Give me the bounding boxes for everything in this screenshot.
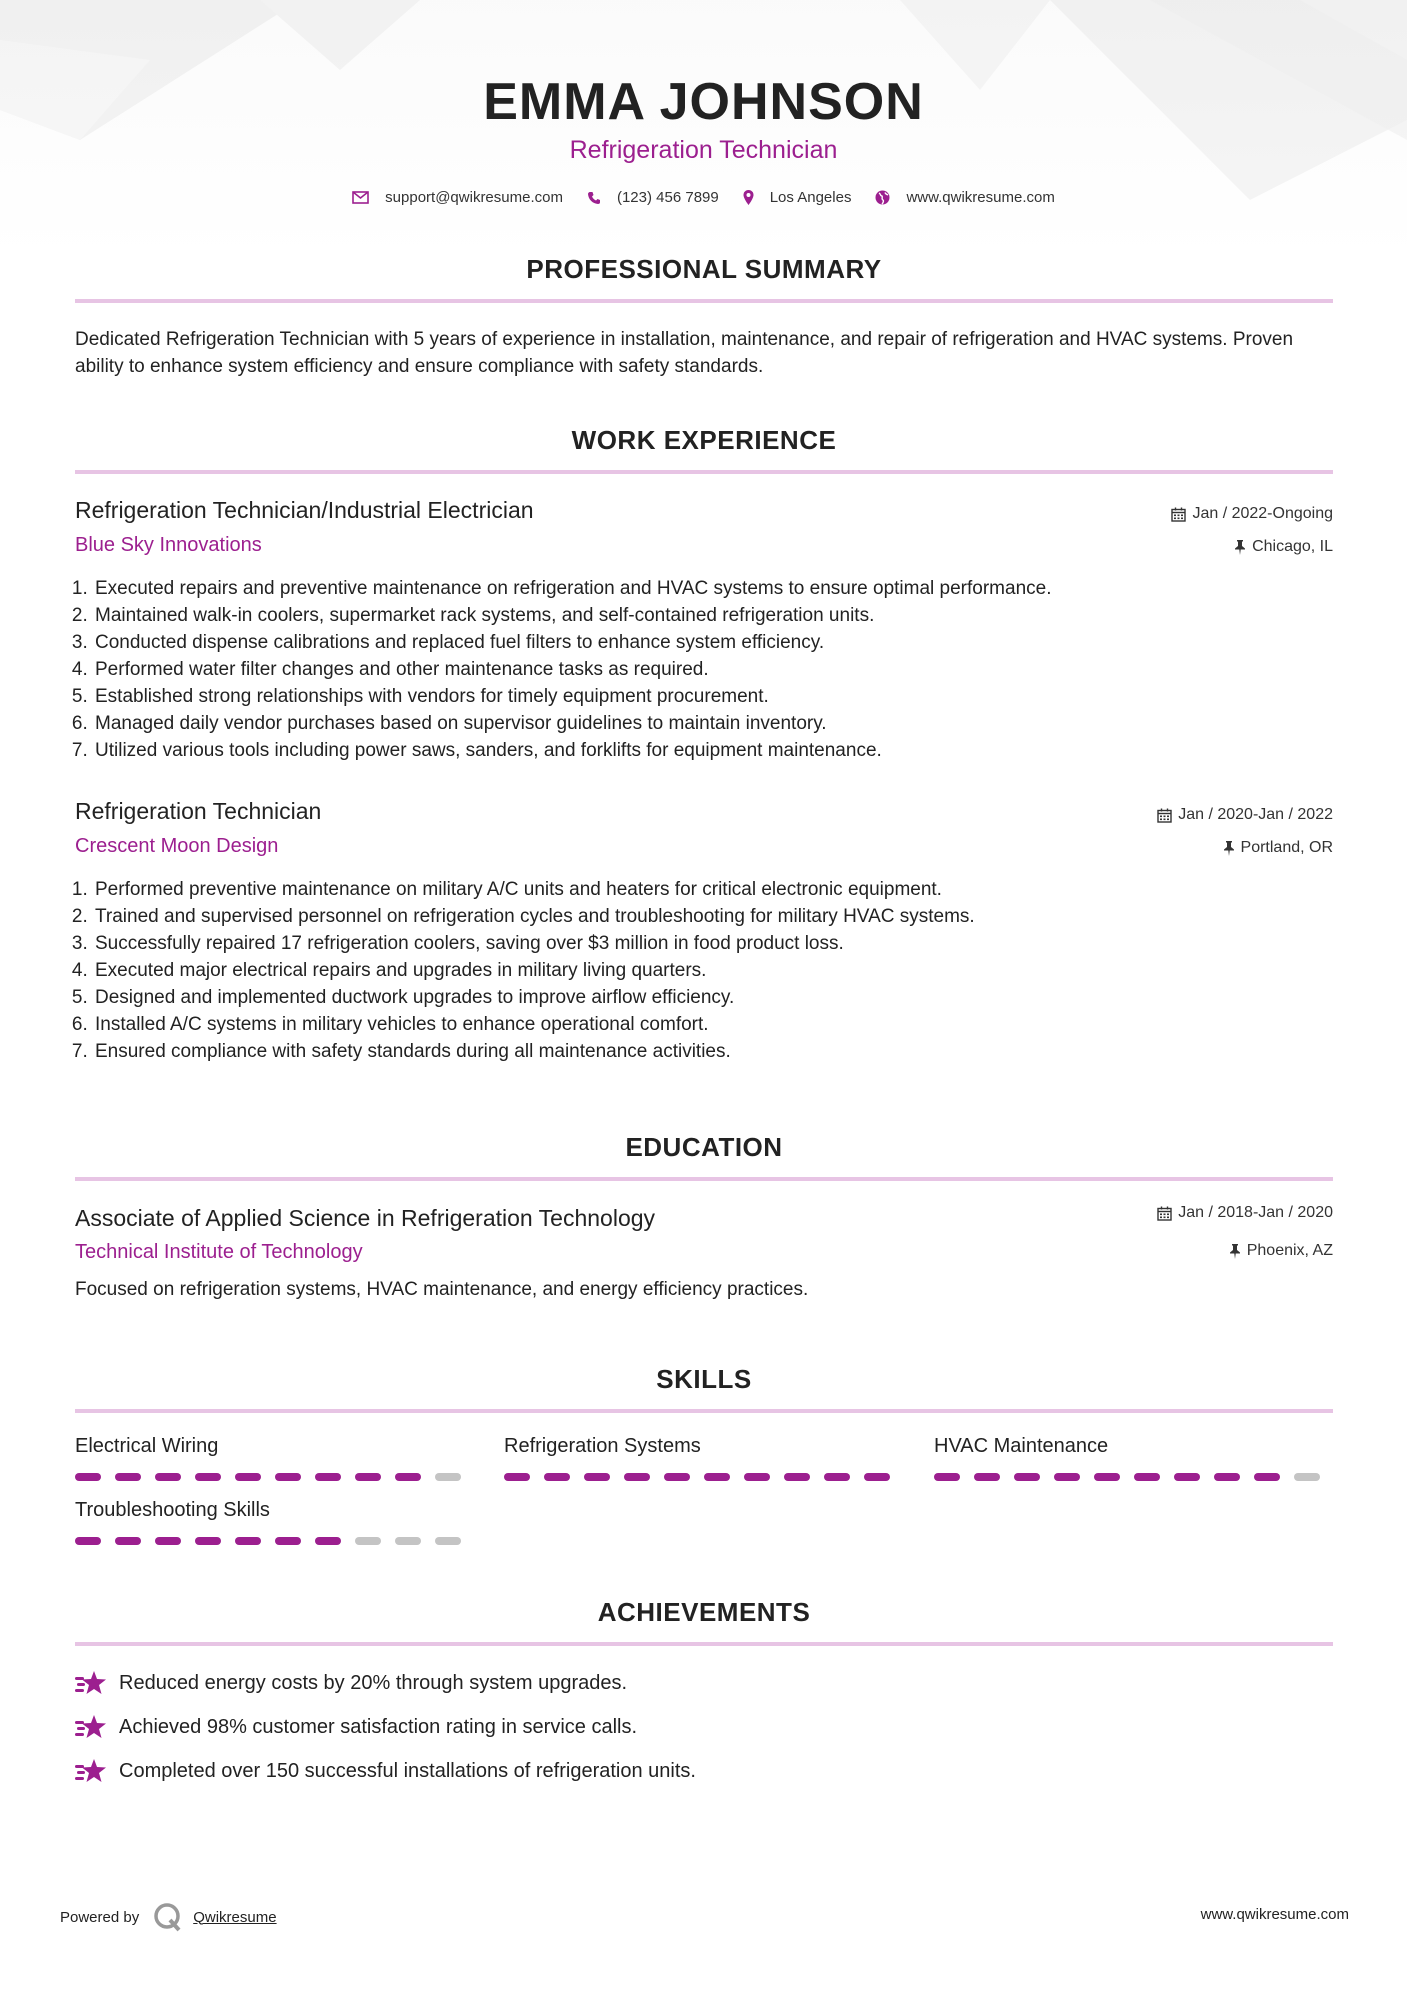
skill-level-segment xyxy=(435,1473,461,1481)
education-heading: EDUCATION xyxy=(625,1132,783,1162)
skill-item xyxy=(75,1435,475,1481)
list-item: 6. Installed A/C systems in military vehicles to enhance operational comfort. xyxy=(93,1011,975,1038)
pushpin-icon xyxy=(1234,540,1246,555)
skill-level-segment xyxy=(395,1537,421,1545)
list-item: 2. Trained and supervised personnel on refrigeration cycles and troubleshooting for military HVAC systems. xyxy=(93,903,975,930)
contact-location xyxy=(743,189,852,206)
shooting-star-icon xyxy=(75,1758,107,1784)
contact-bar xyxy=(0,189,1407,206)
skill-name: Troubleshooting Skills xyxy=(75,1499,270,1521)
education-location xyxy=(1229,1242,1333,1260)
education-dates-text: Jan / 2018-Jan / 2020 xyxy=(1178,1204,1333,1221)
skill-level-segment xyxy=(235,1473,261,1481)
skill-level-segment xyxy=(1214,1473,1240,1481)
skill-item xyxy=(504,1435,904,1481)
skill-level-segment xyxy=(624,1473,650,1481)
list-item: 1. Performed preventive maintenance on military A/C units and heaters for critical electronic equipment. xyxy=(93,876,975,903)
list-item: 7. Utilized various tools including power saws, sanders, and forklifts for equipment maintenance. xyxy=(93,737,1051,764)
calendar-icon xyxy=(1157,808,1172,823)
envelope-icon xyxy=(352,191,369,204)
skill-level-segment xyxy=(974,1473,1000,1481)
contact-phone[interactable] xyxy=(587,189,719,206)
pushpin-icon xyxy=(1223,841,1235,856)
skill-level-segment xyxy=(195,1537,221,1545)
calendar-icon xyxy=(1171,507,1186,522)
experience-divider xyxy=(75,470,1333,474)
list-item: 4. Performed water filter changes and other maintenance tasks as required. xyxy=(93,656,1051,683)
skill-level-segment xyxy=(315,1537,341,1545)
job-location-text: Portland, OR xyxy=(1240,839,1333,856)
list-item: 7. Ensured compliance with safety standards during all maintenance activities. xyxy=(93,1038,975,1065)
skill-level-segment xyxy=(1254,1473,1280,1481)
education-divider xyxy=(75,1177,1333,1181)
skill-level-segment xyxy=(1094,1473,1120,1481)
skill-level-segment xyxy=(544,1473,570,1481)
skill-level-segment xyxy=(934,1473,960,1481)
summary-divider xyxy=(75,299,1333,303)
list-item: 5. Designed and implemented ductwork upgrades to improve airflow efficiency. xyxy=(93,984,975,1011)
skill-level-segment xyxy=(235,1537,261,1545)
list-item: 5. Established strong relationships with vendors for timely equipment procurement. xyxy=(93,683,1051,710)
job-dates-text: Jan / 2022-Ongoing xyxy=(1192,505,1333,522)
achievements-heading: ACHIEVEMENTS xyxy=(597,1597,811,1627)
job-location xyxy=(1234,538,1333,556)
skill-level-segment xyxy=(315,1473,341,1481)
summary-heading: PROFESSIONAL SUMMARY xyxy=(526,254,882,284)
list-item: 3. Conducted dispense calibrations and replaced fuel filters to enhance system efficiency. xyxy=(93,629,1051,656)
skill-level-bar xyxy=(934,1473,1334,1481)
achievement-text: Achieved 98% customer satisfaction rating in service calls. xyxy=(119,1715,638,1738)
job-duties-list xyxy=(70,876,975,1065)
pushpin-icon xyxy=(1229,1244,1241,1259)
education-location-text: Phoenix, AZ xyxy=(1246,1242,1333,1259)
calendar-icon xyxy=(1157,1206,1172,1221)
skill-level-segment xyxy=(1174,1473,1200,1481)
contact-email[interactable] xyxy=(352,189,563,206)
skill-level-segment xyxy=(275,1537,301,1545)
skill-level-segment xyxy=(395,1473,421,1481)
job-dates-text: Jan / 2020-Jan / 2022 xyxy=(1178,806,1333,823)
job-duties-list xyxy=(70,575,1051,764)
skill-item xyxy=(934,1435,1334,1481)
education-degree: Associate of Applied Science in Refrigeration Technology xyxy=(75,1205,656,1231)
achievement-item xyxy=(75,1758,696,1784)
skill-level-segment xyxy=(744,1473,770,1481)
candidate-name: EMMA JOHNSON xyxy=(483,73,924,131)
skill-level-segment xyxy=(824,1473,850,1481)
skill-level-segment xyxy=(435,1537,461,1545)
skill-level-segment xyxy=(504,1473,530,1481)
list-item: 4. Executed major electrical repairs and upgrades in military living quarters. xyxy=(93,957,975,984)
skill-level-segment xyxy=(115,1473,141,1481)
list-item: 2. Maintained walk-in coolers, supermarket rack systems, and self-contained refrigeration units. xyxy=(93,602,1051,629)
resume-header xyxy=(0,72,1407,165)
education-school: Technical Institute of Technology xyxy=(75,1241,363,1263)
education-dates xyxy=(1157,1204,1333,1222)
map-pin-icon xyxy=(743,190,754,205)
summary-text: Dedicated Refrigeration Technician with 5 years of experience in installation, maintenance, and repair of refrigeration and HVAC systems. Proven ability to enhance system efficiency and ensure compliance with safety standards. xyxy=(75,329,1294,377)
skill-name: HVAC Maintenance xyxy=(934,1435,1109,1457)
skill-level-segment xyxy=(195,1473,221,1481)
skill-level-segment xyxy=(115,1537,141,1545)
skill-level-segment xyxy=(155,1473,181,1481)
skill-level-segment xyxy=(355,1473,381,1481)
skill-level-segment xyxy=(355,1537,381,1545)
skill-level-segment xyxy=(155,1537,181,1545)
skills-divider xyxy=(75,1409,1333,1413)
skill-level-segment xyxy=(75,1537,101,1545)
skill-level-segment xyxy=(664,1473,690,1481)
skill-name: Electrical Wiring xyxy=(75,1435,219,1457)
powered-by-text: Powered by xyxy=(60,1908,140,1926)
job-dates xyxy=(1171,505,1333,523)
education-description: Focused on refrigeration systems, HVAC maintenance, and energy efficiency practices. xyxy=(75,1279,809,1300)
skill-level-segment xyxy=(1134,1473,1160,1481)
job-company: Crescent Moon Design xyxy=(75,835,279,857)
skill-level-bar xyxy=(504,1473,904,1481)
skill-level-segment xyxy=(864,1473,890,1481)
qwikresume-logo-icon xyxy=(153,1902,183,1932)
job-location xyxy=(1223,839,1333,857)
job-location-text: Chicago, IL xyxy=(1252,538,1333,555)
skill-level-bar xyxy=(75,1537,475,1545)
job-dates xyxy=(1157,806,1333,824)
job-title: Refrigeration Technician xyxy=(75,798,322,824)
achievement-text: Completed over 150 successful installations of refrigeration units. xyxy=(119,1759,696,1782)
achievement-item xyxy=(75,1714,637,1740)
list-item: 6. Managed daily vendor purchases based on supervisor guidelines to maintain inventory. xyxy=(93,710,1051,737)
achievements-divider xyxy=(75,1642,1333,1646)
footer-brand-link[interactable]: Qwikresume xyxy=(193,1908,277,1926)
skill-level-bar xyxy=(75,1473,475,1481)
experience-heading: WORK EXPERIENCE xyxy=(571,425,837,455)
list-item: 1. Executed repairs and preventive maintenance on refrigeration and HVAC systems to ensure optimal performance. xyxy=(93,575,1051,602)
achievement-item xyxy=(75,1670,627,1696)
location-text: Los Angeles xyxy=(769,189,852,206)
skill-level-segment xyxy=(704,1473,730,1481)
achievement-text: Reduced energy costs by 20% through system upgrades. xyxy=(119,1671,628,1694)
skill-level-segment xyxy=(1054,1473,1080,1481)
website-text: www.qwikresume.com xyxy=(906,189,1055,206)
candidate-title: Refrigeration Technician xyxy=(569,136,838,164)
skill-level-segment xyxy=(784,1473,810,1481)
globe-icon xyxy=(875,190,890,205)
skills-heading: SKILLS xyxy=(656,1364,752,1394)
skill-level-segment xyxy=(275,1473,301,1481)
job-title: Refrigeration Technician/Industrial Electrician xyxy=(75,497,534,523)
job-company: Blue Sky Innovations xyxy=(75,534,262,556)
email-text: support@qwikresume.com xyxy=(385,189,563,206)
phone-icon xyxy=(587,191,601,205)
skill-level-segment xyxy=(584,1473,610,1481)
skill-name: Refrigeration Systems xyxy=(504,1435,701,1457)
shooting-star-icon xyxy=(75,1714,107,1740)
skill-level-segment xyxy=(1014,1473,1040,1481)
phone-text: (123) 456 7899 xyxy=(616,189,719,206)
footer-powered-by xyxy=(60,1902,277,1932)
footer-website[interactable]: www.qwikresume.com xyxy=(1200,1906,1349,1923)
list-item: 3. Successfully repaired 17 refrigeration coolers, saving over $3 million in food product loss. xyxy=(93,930,975,957)
contact-website[interactable] xyxy=(875,189,1054,206)
skill-item xyxy=(75,1499,475,1545)
skill-level-segment xyxy=(1294,1473,1320,1481)
skill-level-segment xyxy=(75,1473,101,1481)
shooting-star-icon xyxy=(75,1670,107,1696)
